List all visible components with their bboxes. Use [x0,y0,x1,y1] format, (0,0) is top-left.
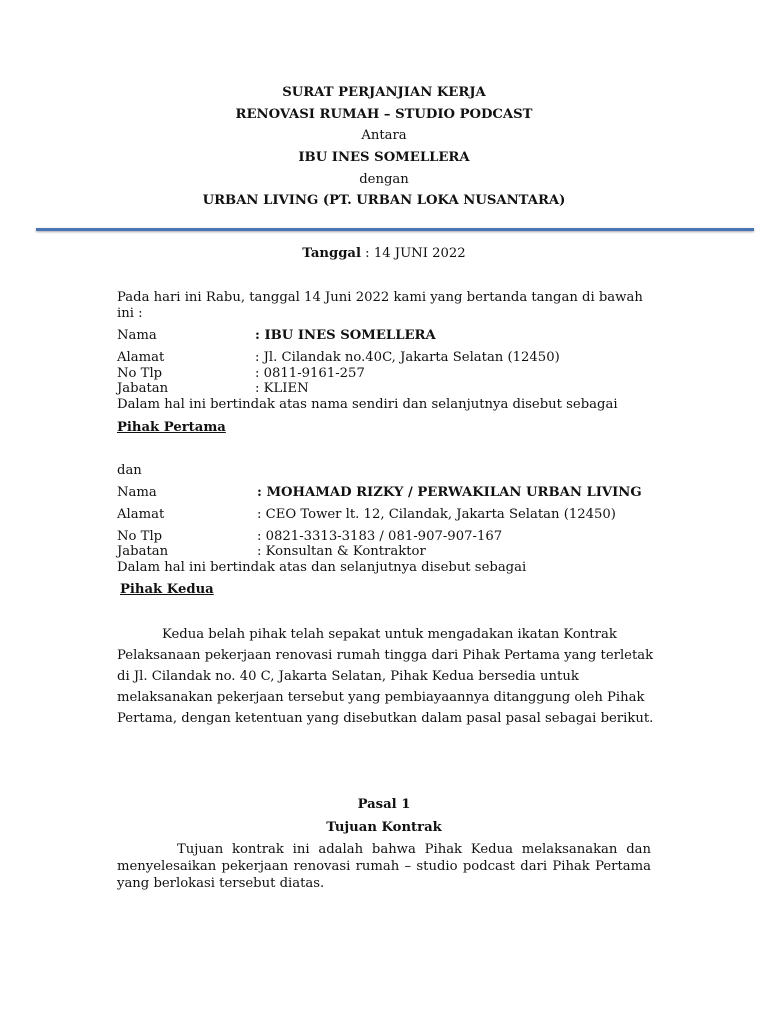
agreement-line-2: Pelaksanaan pekerjaan renovasi rumah tingga dari Pihak Pertama yang terletak [117,648,654,663]
party1-address-label: Alamat [117,350,165,365]
agreement-line-1: Kedua belah pihak telah sepakat untuk mengadakan ikatan Kontrak [162,627,617,642]
party2-address-label: Alamat [117,507,165,522]
party2-address-value: : CEO Tower lt. 12, Cilandak, Jakarta Selatan (12450) [257,507,616,522]
document-title: SURAT PERJANJIAN KERJA [282,85,486,100]
party1-phone-value: : 0811-9161-257 [255,366,365,381]
opening-line-2: ini : [117,306,143,321]
article1-number: Pasal 1 [357,797,411,812]
party1-title-label: Jabatan [117,381,169,396]
agreement-line-5: Pertama, dengan ketentuan yang disebutkan dalam pasal pasal sebagai berikut. [117,711,654,726]
party1-designation: Pihak Pertama [117,420,226,435]
party1-phone-label: No Tlp [117,366,163,381]
party1-address-value: : Jl. Cilandak no.40C, Jakarta Selatan (12450) [255,350,560,365]
date-value: 14 JUNI 2022 [373,246,466,261]
first-party-heading: IBU INES SOMELLERA [298,150,470,165]
party2-statement: Dalam hal ini bertindak atas dan selanjutnya disebut sebagai [117,560,527,575]
party2-title-label: Jabatan [117,544,169,559]
party2-phone-label: No Tlp [117,529,163,544]
header-divider [36,228,754,231]
date-line [0,246,768,261]
date-separator: : [360,246,374,261]
party2-title-value: : Konsultan & Kontraktor [257,544,426,559]
party1-name-label: Nama [117,328,157,343]
article1-title: Tujuan Kontrak [326,820,442,835]
second-party-heading: URBAN LIVING (PT. URBAN LOKA NUSANTARA) [202,193,566,208]
connector-and: dan [117,463,142,478]
party1-title-value: : KLIEN [255,381,309,396]
agreement-line-3: di Jl. Cilandak no. 40 C, Jakarta Selatan, Pihak Kedua bersedia untuk [117,669,579,684]
date-label: Tanggal [302,246,361,261]
party2-name-label: Nama [117,485,157,500]
party2-designation: Pihak Kedua [120,582,214,597]
party1-statement: Dalam hal ini bertindak atas nama sendiri dan selanjutnya disebut sebagai [117,397,618,412]
opening-line-1: Pada hari ini Rabu, tanggal 14 Juni 2022 kami yang bertanda tangan di bawah [117,290,643,305]
party1-name-value: : IBU INES SOMELLERA [255,328,436,343]
header-between: Antara [361,128,407,143]
party2-name-value: : MOHAMAD RIZKY / PERWAKILAN URBAN LIVING [257,485,642,500]
document-subtitle: RENOVASI RUMAH – STUDIO PODCAST [235,107,533,122]
agreement-line-4: melaksanakan pekerjaan tersebut yang pembiayaannya ditanggung oleh Pihak [117,690,645,705]
header-with: dengan [359,172,409,187]
article1-body: Tujuan kontrak ini adalah bahwa Pihak Kedua melaksanakan dan menyelesaikan pekerjaan renovasi rumah – studio podcast dari Pihak Pertama yang berlokasi tersebut diatas. [117,842,651,891]
party2-phone-value: : 0821-3313-3183 / 081-907-907-167 [257,529,503,544]
